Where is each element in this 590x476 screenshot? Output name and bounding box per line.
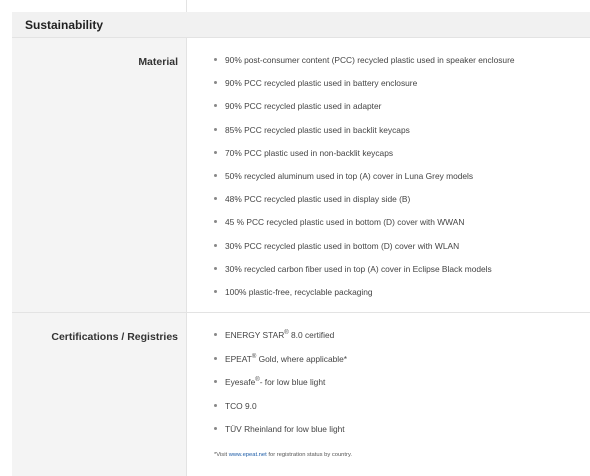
section-header bbox=[12, 12, 590, 38]
list-item: 30% recycled carbon fiber used in top (A) cover in Eclipse Black models bbox=[214, 263, 515, 286]
certifications-list bbox=[214, 329, 347, 447]
list-item-epeat bbox=[214, 353, 347, 377]
list-item: 90% PCC recycled plastic used in adapter bbox=[214, 100, 515, 123]
list-item-eyesafe bbox=[214, 376, 347, 400]
cert-name: ENERGY STAR bbox=[225, 330, 285, 340]
list-item: 90% post-consumer content (PCC) recycled plastic used in speaker enclosure bbox=[214, 54, 515, 77]
registered-mark: ® bbox=[284, 330, 289, 336]
list-item-tco bbox=[214, 400, 347, 424]
list-item: 70% PCC plastic used in non-backlit keycaps bbox=[214, 147, 515, 170]
list-item: 90% PCC recycled plastic used in battery enclosure bbox=[214, 77, 515, 100]
list-item: 45 % PCC recycled plastic used in bottom (D) cover with WWAN bbox=[214, 216, 515, 239]
cert-detail: 8.0 certified bbox=[288, 330, 335, 340]
list-item: 30% PCC recycled plastic used in bottom (D) cover with WLAN bbox=[214, 240, 515, 263]
cert-name: TCO 9.0 bbox=[225, 400, 257, 411]
material-list bbox=[214, 54, 515, 309]
cert-name: TÜV Rheinland for low blue light bbox=[225, 424, 345, 434]
spec-row-certifications bbox=[12, 313, 590, 476]
cert-detail: Gold, where applicable* bbox=[256, 353, 348, 364]
footnote-suffix: for registration status by country. bbox=[266, 452, 353, 458]
cert-name: EPEAT bbox=[225, 353, 252, 364]
spec-row-material bbox=[12, 38, 590, 313]
footnote bbox=[214, 452, 352, 458]
row-label-material: Material bbox=[138, 56, 178, 68]
list-item: 48% PCC recycled plastic used in display side (B) bbox=[214, 193, 515, 216]
registered-mark: ® bbox=[255, 377, 260, 383]
footnote-prefix: *Visit bbox=[214, 452, 229, 458]
list-item-tuv bbox=[214, 423, 347, 447]
row-label-certifications: Certifications / Registries bbox=[51, 331, 178, 343]
label-cell bbox=[12, 313, 187, 476]
list-item: 100% plastic-free, recyclable packaging bbox=[214, 286, 515, 309]
list-item-energy-star bbox=[214, 329, 347, 353]
cert-detail: - for low blue light bbox=[259, 377, 326, 387]
list-item: 85% PCC recycled plastic used in backlit keycaps bbox=[214, 124, 515, 147]
label-cell bbox=[12, 38, 187, 312]
section-title: Sustainability bbox=[25, 18, 104, 32]
cert-name: Eyesafe bbox=[225, 377, 256, 387]
column-divider bbox=[186, 0, 187, 12]
list-item: 50% recycled aluminum used in top (A) cover in Luna Grey models bbox=[214, 170, 515, 193]
registered-mark: ® bbox=[251, 353, 257, 360]
epeat-link[interactable]: www.epeat.net bbox=[228, 452, 267, 458]
